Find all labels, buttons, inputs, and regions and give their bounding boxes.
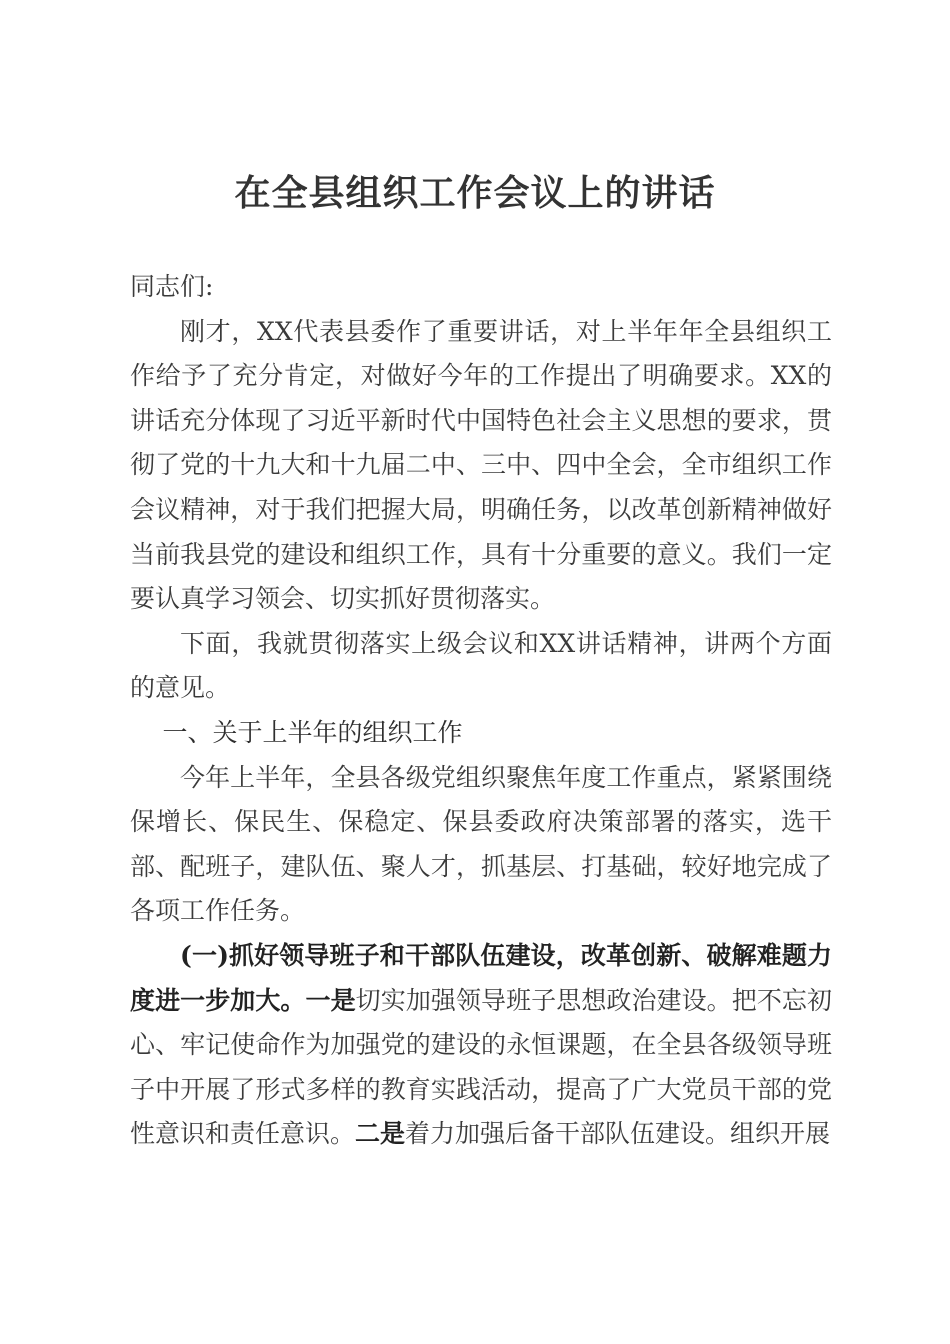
point-marker-1: 一是 — [305, 985, 356, 1015]
paragraph-subsection-1 — [130, 934, 832, 1157]
section-heading-1: 一、关于上半年的组织工作 — [162, 717, 463, 747]
paragraph-summary: 今年上半年，全县各级党组织聚焦年度工作重点，紧紧围绕保增长、保民生、保稳定、保县委政府决策部署的落实，选干部、配班子，建队伍、聚人才，抓基层、打基础，较好地完成了各项工作任务。 — [130, 762, 832, 926]
paragraph-opening: 刚才，XX代表县委作了重要讲话，对上半年年全县组织工作给予了充分肯定，对做好今年的工作提出了明确要求。XX的讲话充分体现了习近平新时代中国特色社会主义思想的要求，贯彻了党的十九大和十九届二中、三中、四中全会，全市组织工作会议精神，对于我们把握大局，明确任务，以改革创新精神做好当前我县党的建设和组织工作，具有十分重要的意义。我们一定要认真学习领会、切实抓好贯彻落实。 — [130, 316, 832, 614]
document-body — [130, 265, 832, 1157]
document-title: 在全县组织工作会议上的讲话 — [234, 172, 716, 214]
subsection-heading: (一)抓好领导班子和干部队伍建设，改革创新、破解难题力度进一步加大。 — [130, 940, 832, 1015]
point-text-1: 切实加强领导班子思想政治建设。把不忘初心、牢记使命作为加强党的建设的永恒课题，在全县各级领导班子中开展了形式多样的教育实践活动，提高了广大党员干部的党性意识和责任意识。 — [130, 985, 832, 1149]
paragraph-outline: 下面，我就贯彻落实上级会议和XX讲话精神，讲两个方面的意见。 — [130, 628, 832, 703]
point-text-2: 着力加强后备干部队伍建设。组织开展 — [405, 1119, 831, 1149]
salutation: 同志们: — [130, 272, 214, 301]
point-marker-2: 二是 — [355, 1119, 406, 1149]
